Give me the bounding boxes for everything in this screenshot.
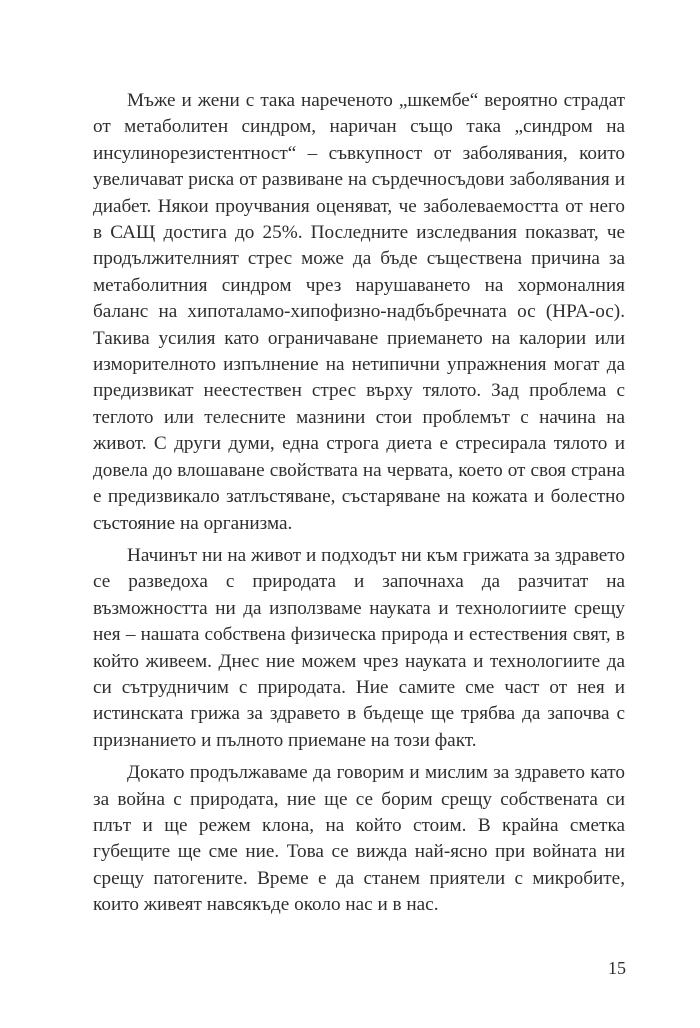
page-number: 15: [608, 958, 626, 978]
body-text: [93, 88, 625, 925]
paragraph-3: Докато продължаваме да говорим и мислим за здравето като за война с природата, ние ще се борим срещу собствената си плът и ще режем клона, на който стоим. В крайна сметка губещите ще сме ние. Това се вижда най-ясно при войната ни срещу патогените. Време е да станем приятели с микробите, които живеят навсякъде около нас и в нас.: [93, 762, 625, 916]
paragraph-1: Мъже и жени с така нареченото „шкембе“ вероятно страдат от метаболитен синдром, наричан също така „синдром на инсулинорезистентност“ – съвкупност от заболявания, които увеличават риска от развиване на сърдечносъдови заболявания и диабет. Някои проучвания оценяват, че заболеваемостта от него в САЩ достига до 25%. Последните изследвания показват, че продължителният стрес може да бъде съществена причина за метаболитния синдром чрез нарушаването на хормоналния баланс на хипоталамо-хипофизно-надбъбречната ос (HPA-ос). Такива усилия като ограничаване приемането на калории или изморителното изпълнение на нетипични упражнения могат да предизвикат неестествен стрес върху тялото. Зад проблема с теглото или телесните мазнини стои проблемът с начина на живот. С други думи, една строга диета е стресирала тялото и довела до влошаване свойствата на червата, което от своя страна е предизвикало затлъстяване, състаряване на кожата и болестно състояние на организма.: [93, 90, 625, 534]
paragraph-2: Начинът ни на живот и подходът ни към грижата за здравето се разведоха с природата и започнаха да разчитат на възможността ни да използваме науката и технологиите срещу нея – нашата собствена физическа природа и естествения свят, в който живеем. Днес ние можем чрез науката и технологиите да си сътрудничим с природата. Ние самите сме част от нея и истинската грижа за здравето в бъдеще ще трябва да започва с признанието и пълното приемане на този факт.: [93, 544, 625, 751]
